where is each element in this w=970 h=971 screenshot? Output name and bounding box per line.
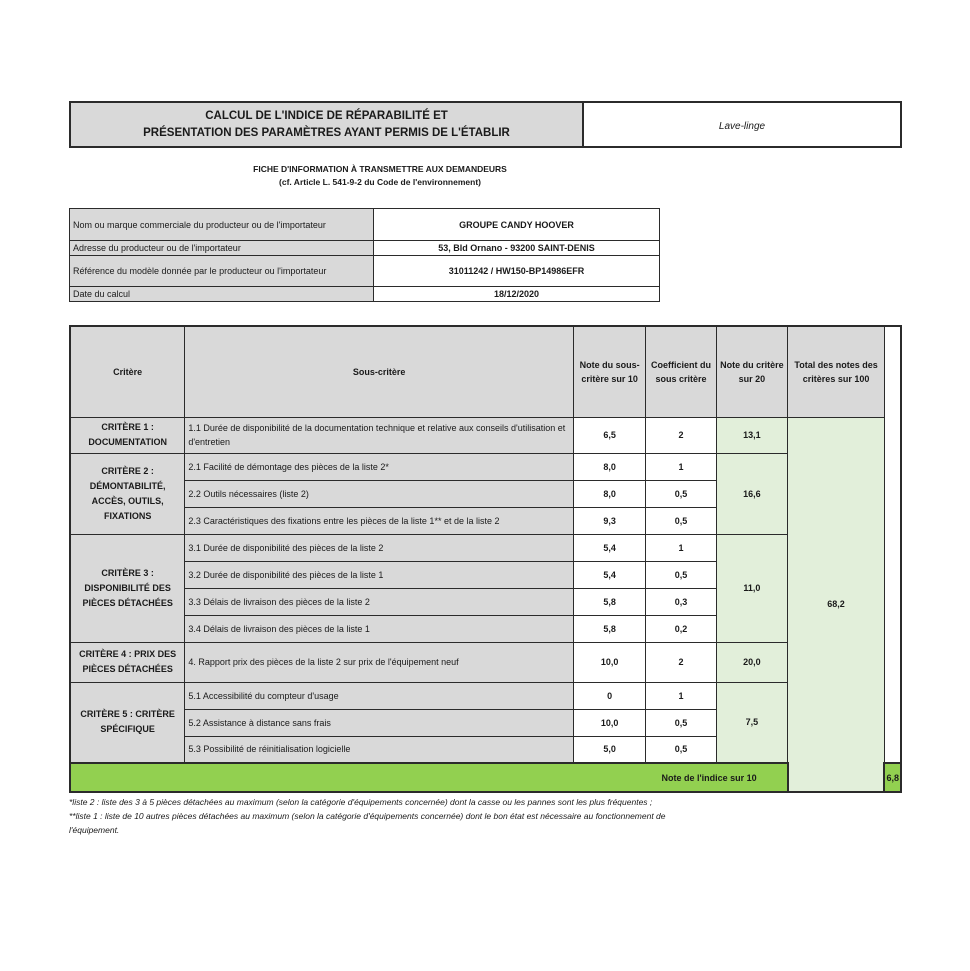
sub-1-1-coef: 2 bbox=[646, 417, 716, 453]
footnote-liste-1: **liste 1 : liste de 10 autres pièces détachées au maximum (selon la catégorie d'équipements concernée) dont le bon état est nécessaire au fonctionnement de bbox=[69, 811, 666, 821]
sub-2-2-coef: 0,5 bbox=[646, 480, 716, 507]
final-score-label: Note de l'indice sur 10 bbox=[70, 763, 788, 792]
sub-2-2-note: 8,0 bbox=[573, 480, 645, 507]
sub-3-2-coef: 0,5 bbox=[646, 561, 716, 588]
sub-3-1-label: 3.1 Durée de disponibilité des pièces de la liste 2 bbox=[185, 534, 574, 561]
sub-3-2-label: 3.2 Durée de disponibilité des pièces de la liste 1 bbox=[185, 561, 574, 588]
sub-4-label: 4. Rapport prix des pièces de la liste 2 sur prix de l'équipement neuf bbox=[185, 642, 574, 682]
fiche-heading bbox=[150, 163, 610, 189]
sub-4-coef: 2 bbox=[646, 642, 716, 682]
info-label-brand: Nom ou marque commerciale du producteur ou de l'importateur bbox=[70, 209, 374, 241]
criterion-3-name: CRITÈRE 3 : DISPONIBILITÉ DES PIÈCES DÉTACHÉES bbox=[70, 534, 185, 642]
sub-5-1-coef: 1 bbox=[646, 682, 716, 709]
header-sous-critere: Sous-critère bbox=[185, 326, 574, 417]
repairability-table bbox=[69, 325, 902, 793]
final-score-value: 6,8 bbox=[884, 763, 901, 792]
document-title bbox=[70, 102, 583, 147]
header-total: Total des notes des critères sur 100 bbox=[788, 326, 885, 417]
header-note-sous-critere: Note du sous-critère sur 10 bbox=[573, 326, 645, 417]
sub-5-3-note: 5,0 bbox=[573, 736, 645, 763]
criterion-4-note20: 20,0 bbox=[716, 642, 788, 682]
total-100: 68,2 bbox=[788, 417, 885, 792]
footnote-liste-1-cont: l'équipement. bbox=[69, 825, 120, 835]
info-value-reference: 31011242 / HW150-BP14986EFR bbox=[374, 256, 660, 287]
producer-info-table bbox=[69, 208, 660, 302]
sub-3-4-label: 3.4 Délais de livraison des pièces de la liste 1 bbox=[185, 615, 574, 642]
sub-2-3-note: 9,3 bbox=[573, 507, 645, 534]
info-value-brand: GROUPE CANDY HOOVER bbox=[374, 209, 660, 241]
sub-2-1-note: 8,0 bbox=[573, 453, 645, 480]
sub-1-1-note: 6,5 bbox=[573, 417, 645, 453]
fiche-line-1: FICHE D'INFORMATION À TRANSMETTRE AUX DEMANDEURS bbox=[253, 164, 507, 174]
sub-3-1-coef: 1 bbox=[646, 534, 716, 561]
sub-3-2-note: 5,4 bbox=[573, 561, 645, 588]
header-coefficient: Coefficient du sous critère bbox=[646, 326, 716, 417]
criterion-2-name: CRITÈRE 2 : DÉMONTABILITÉ, ACCÈS, OUTILS, FIXATIONS bbox=[70, 453, 185, 534]
sub-5-1-note: 0 bbox=[573, 682, 645, 709]
sub-3-3-label: 3.3 Délais de livraison des pièces de la liste 2 bbox=[185, 588, 574, 615]
title-line-1: CALCUL DE L'INDICE DE RÉPARABILITÉ ET bbox=[205, 109, 448, 122]
sub-5-2-note: 10,0 bbox=[573, 709, 645, 736]
sub-3-1-note: 5,4 bbox=[573, 534, 645, 561]
sub-1-1-label: 1.1 Durée de disponibilité de la documentation technique et relative aux conseils d'utilisation et d'entretien bbox=[185, 417, 574, 453]
sub-2-1-coef: 1 bbox=[646, 453, 716, 480]
sub-3-3-coef: 0,3 bbox=[646, 588, 716, 615]
info-value-address: 53, Bld Ornano - 93200 SAINT-DENIS bbox=[374, 241, 660, 256]
info-label-address: Adresse du producteur ou de l'importateur bbox=[70, 241, 374, 256]
title-line-2: PRÉSENTATION DES PARAMÈTRES AYANT PERMIS DE L'ÉTABLIR bbox=[143, 126, 510, 139]
sub-2-3-coef: 0,5 bbox=[646, 507, 716, 534]
criterion-2-note20: 16,6 bbox=[716, 453, 788, 534]
sub-3-4-note: 5,8 bbox=[573, 615, 645, 642]
sub-5-2-label: 5.2 Assistance à distance sans frais bbox=[185, 709, 574, 736]
criterion-1-note20: 13,1 bbox=[716, 417, 788, 453]
header-critere: Critère bbox=[70, 326, 185, 417]
sub-2-2-label: 2.2 Outils nécessaires (liste 2) bbox=[185, 480, 574, 507]
criterion-5-name: CRITÈRE 5 : CRITÈRE SPÉCIFIQUE bbox=[70, 682, 185, 763]
sub-3-3-note: 5,8 bbox=[573, 588, 645, 615]
title-table bbox=[69, 101, 902, 148]
fiche-line-2: (cf. Article L. 541-9-2 du Code de l'environnement) bbox=[279, 177, 481, 187]
header-note-critere: Note du critère sur 20 bbox=[716, 326, 788, 417]
info-label-date: Date du calcul bbox=[70, 287, 374, 302]
sub-5-1-label: 5.1 Accessibilité du compteur d'usage bbox=[185, 682, 574, 709]
sub-5-3-coef: 0,5 bbox=[646, 736, 716, 763]
criterion-1-name: CRITÈRE 1 : DOCUMENTATION bbox=[70, 417, 185, 453]
sub-5-3-label: 5.3 Possibilité de réinitialisation logicielle bbox=[185, 736, 574, 763]
criterion-3-note20: 11,0 bbox=[716, 534, 788, 642]
sub-4-note: 10,0 bbox=[573, 642, 645, 682]
info-label-reference: Référence du modèle donnée par le producteur ou l'importateur bbox=[70, 256, 374, 287]
sub-5-2-coef: 0,5 bbox=[646, 709, 716, 736]
product-type: Lave-linge bbox=[583, 102, 901, 147]
criterion-5-note20: 7,5 bbox=[716, 682, 788, 763]
footnote-liste-2: *liste 2 : liste des 3 à 5 pièces détachées au maximum (selon la catégorie d'équipements concernée) dont la casse ou les pannes sont les plus fréquentes ; bbox=[69, 797, 653, 807]
sub-2-3-label: 2.3 Caractéristiques des fixations entre les pièces de la liste 1** et de la liste 2 bbox=[185, 507, 574, 534]
info-value-date: 18/12/2020 bbox=[374, 287, 660, 302]
sub-2-1-label: 2.1 Facilité de démontage des pièces de la liste 2* bbox=[185, 453, 574, 480]
criterion-4-name: CRITÈRE 4 : PRIX DES PIÈCES DÉTACHÉES bbox=[70, 642, 185, 682]
sub-3-4-coef: 0,2 bbox=[646, 615, 716, 642]
footnotes bbox=[69, 795, 869, 837]
